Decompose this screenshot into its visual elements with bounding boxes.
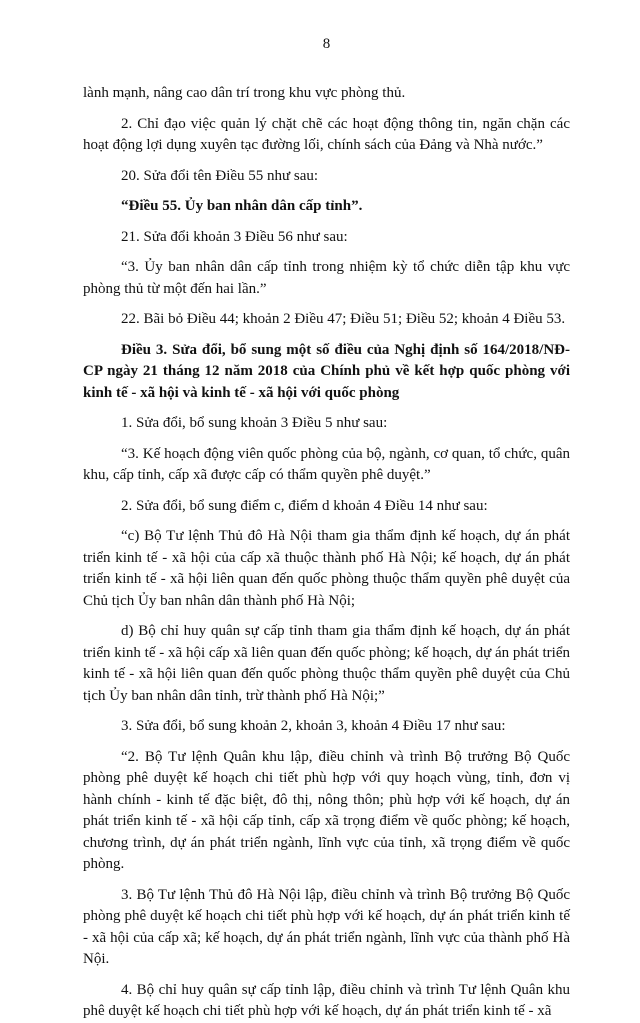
article-title: “Điều 55. Ủy ban nhân dân cấp tỉnh”. <box>121 198 363 214</box>
paragraph: 3. Sửa đổi, bổ sung khoản 2, khoản 3, khoản 4 Điều 17 như sau: <box>121 718 506 734</box>
page-number: 8 <box>322 36 331 52</box>
paragraph: 3. Bộ Tư lệnh Thủ đô Hà Nội lập, điều chỉnh và trình Bộ trưởng Bộ Quốc phòng phê duyệt kế hoạch chi tiết phù hợp với kế hoạch, dự án phát triển kinh tế - xã hội của cấp xã; kế hoạch, dự án phát triển ngành, lĩnh vực của thành phố Hà Nội. <box>83 886 570 967</box>
paragraph: “3. Ủy ban nhân dân cấp tỉnh trong nhiệm kỳ tổ chức diễn tập khu vực phòng thủ từ một đến hai lần.” <box>83 259 570 297</box>
paragraph: “c) Bộ Tư lệnh Thủ đô Hà Nội tham gia thẩm định kế hoạch, dự án phát triển kinh tế - xã hội của cấp xã thuộc thành phố Hà Nội; kế hoạch, dự án phát triển kinh tế - xã hội liên quan đến quốc phòng thuộc thẩm quyền phê duyệt của Chủ tịch Ủy ban nhân dân thành phố Hà Nội; <box>83 528 570 609</box>
article-heading: Điều 3. Sửa đổi, bổ sung một số điều của Nghị định số 164/2018/NĐ-CP ngày 21 tháng 12 năm 2018 của Chính phủ về kết hợp quốc phòng với kinh tế - xã hội và kinh tế - xã hội với quốc phòng <box>83 341 570 401</box>
paragraph: “2. Bộ Tư lệnh Quân khu lập, điều chỉnh và trình Bộ trưởng Bộ Quốc phòng phê duyệt kế hoạch chi tiết phù hợp với quy hoạch vùng, tỉnh, đơn vị hành chính - kinh tế đặc biệt, đô thị, nông thôn; phù hợp với kế hoạch, dự án phát triển kinh tế - xã hội cấp tỉnh, cấp xã trọng điểm về quốc phòng; kế hoạch, chương trình, dự án phát triển ngành, lĩnh vực của tỉnh, xã trọng điểm về quốc phòng. <box>83 748 570 872</box>
paragraph: 2. Sửa đổi, bổ sung điểm c, điểm d khoản 4 Điều 14 như sau: <box>121 497 488 514</box>
paragraph: “3. Kế hoạch động viên quốc phòng của bộ, ngành, cơ quan, tổ chức, quân khu, cấp tỉnh, cấp xã được cấp có thẩm quyền phê duyệt.” <box>83 445 570 483</box>
paragraph: 21. Sửa đổi khoản 3 Điều 56 như sau: <box>121 228 348 245</box>
paragraph: d) Bộ chỉ huy quân sự cấp tỉnh tham gia thẩm định kế hoạch, dự án phát triển kinh tế - xã hội cấp xã liên quan đến quốc phòng; kế hoạch, dự án phát triển kinh tế - xã hội liên quan đến quốc phòng thuộc thẩm quyền phê duyệt của Chủ tịch Ủy ban nhân dân tỉnh, trừ thành phố Hà Nội;” <box>83 623 570 704</box>
paragraph: 22. Bãi bỏ Điều 44; khoản 2 Điều 47; Điều 51; Điều 52; khoản 4 Điều 53. <box>121 311 566 327</box>
paragraph: 4. Bộ chỉ huy quân sự cấp tỉnh lập, điều chỉnh và trình Tư lệnh Quân khu phê duyệt kế hoạch chi tiết phù hợp với kế hoạch, dự án phát triển kinh tế - xã <box>83 981 570 1019</box>
paragraph: 20. Sửa đổi tên Điều 55 như sau: <box>121 167 319 184</box>
paragraph: 2. Chỉ đạo việc quản lý chặt chẽ các hoạt động thông tin, ngăn chặn các hoạt động lợi dụng xuyên tạc đường lối, chính sách của Đảng và Nhà nước.” <box>83 115 570 153</box>
paragraph: 1. Sửa đổi, bổ sung khoản 3 Điều 5 như sau: <box>121 415 388 431</box>
paragraph: lành mạnh, nâng cao dân trí trong khu vực phòng thủ. <box>83 85 406 101</box>
